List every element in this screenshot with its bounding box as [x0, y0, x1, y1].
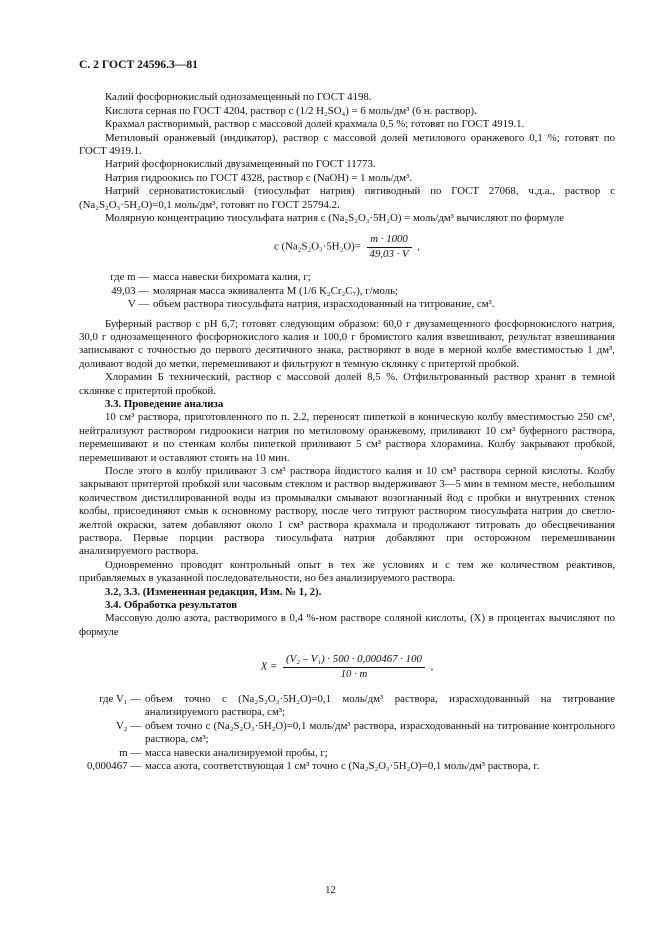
definition-symbol: 49,03 —: [111, 284, 149, 297]
chloramine-paragraph: Хлорамин Б технический, раствор с массовой долей 8,5 %. Отфильтрованный раствор хранят в темной склянке с притертой пробкой.: [79, 371, 615, 397]
amendment-note: 3.2, 3.3. (Измененная редакция, Изм. № 1, 2).: [105, 585, 322, 598]
analysis-paragraph: После этого в колбу приливают 3 см³ раствора йодистого калия и 10 см³ раствора серной кислоты. Колбу закрывают притертой пробкой или часовым стеклом и раствор выдерживают 3—5 мин в темном месте, небольшим количеством дистиллированной воды из промывалки смывают возогнанный йод с пробки и внутренних стенок колбы, присоединяют смыв к основному раствору, после чего титруют раствором тиосульфата натрия до светло-желтой окраски, затем добавляют около 1 см³ раствора крахмала и продолжают титровать до обесцвечивания раствора. Первые порции раствора тиосульфата натрия добавляют при осторожном перемешивании анализируемого раствора.: [79, 464, 615, 558]
reagent-item: Молярную концентрацию тиосульфата натрия c (Na₂S₂O₃·5H₂O) = моль/дм³ вычисляют по формуле: [105, 212, 565, 225]
results-intro: Массовую долю азота, растворимого в 0,4 %-ном растворе соляной кислоты, (X) в процентах вычисляют по формуле: [79, 612, 615, 638]
formula-thiosulfate: [79, 233, 615, 261]
reagent-item: Натрий фосфорнокислый двузамещенный по ГОСТ 11773.: [105, 158, 376, 171]
formula-tail: ,: [417, 240, 420, 253]
reagent-item: Кислота серная по ГОСТ 4204, раствор c (1/2 H₂SO₄) = 6 моль/дм³ (6 н. раствор).: [105, 104, 477, 117]
definition-text: молярная масса эквивалента M (1/6 K₂Cr₂C₇), г/моль;: [153, 284, 399, 297]
definition-symbol: V₂ —: [115, 719, 141, 732]
section-heading-3-4: 3.4. Обработка результатов: [105, 599, 238, 612]
analysis-paragraph: Одновременно проводят контрольный опыт в тех же условиях и с тем же количеством реактивов, прибавляемых в указанной последовательности, но без анализируемого раствора.: [79, 558, 615, 585]
reagent-item: Метиловый оранжевый (индикатор), раствор с массовой долей метилового оранжевого 0,1 %; готовят по ГОСТ 4919.1.: [79, 131, 615, 158]
formula-definitions: [79, 693, 615, 773]
definition-row: [79, 720, 615, 747]
definition-row: [79, 693, 615, 720]
reagent-item: Натрий серноватистокислый (тиосульфат натрия) пятиводный по ГОСТ 27068, ч.д.а., раствор c (Na₂S₂O₃·5H₂O)=0,1 моль/дм³, готовят по ГОСТ 25794.2.: [79, 185, 615, 211]
formula-tail: ,: [430, 660, 434, 673]
definition-text: масса навески анализируемой пробы, г;: [145, 746, 328, 759]
definition-text: объем точно c (Na₂S₂O₃·5H₂O)=0,1 моль/дм³ раствора, израсходованный на титрование анализируемого раствора, см³;: [145, 693, 615, 719]
formula-nitrogen: [79, 653, 615, 681]
definition-text: объем точно c (Na₂S₂O₃·5H₂O)=0,1 моль/дм³ раствора, израсходованный на титрование контрольного раствора, см³;: [145, 719, 615, 746]
definition-symbol: m —: [119, 746, 141, 759]
formula-denominator: 10 · m: [340, 667, 368, 680]
definition-symbol: где m —: [110, 271, 149, 284]
definition-text: объем раствора тиосульфата натрия, израсходованный на титрование, см³.: [153, 298, 495, 311]
section-heading-3-3: 3.3. Проведение анализа: [105, 397, 224, 410]
buffer-paragraph: Буферный раствор с pH 6,7; готовят следующим образом: 60,0 г двузамещенного фосфорнокислого натрия, 30,0 г однозамещенного фосфорнокислого калия и 100,0 г бромистого калия взвешивают, результат взвешивания записывают с точностью до первого десятичного знака, растворяют в воде в мерной колбе вместимостью 1 дм³, доливают водой до метки, перемешивают и фильтруют в темную склянку с притертой пробкой.: [79, 317, 615, 370]
definition-symbol: 0,000467 —: [87, 760, 141, 773]
definition-row: [63, 760, 615, 773]
formula-fraction: [367, 233, 412, 261]
formula-numerator: m · 1000: [367, 233, 412, 247]
definition-symbol: V —: [127, 298, 149, 311]
formula-denominator: 49,03 · V: [369, 247, 409, 260]
formula-lhs: c (Na₂S₂O₃·5H₂O)=: [274, 240, 361, 253]
reagent-item: Натрия гидроокись по ГОСТ 4328, раствор c (NaOH) = 1 моль/дм³.: [105, 171, 412, 184]
definition-row: [79, 285, 615, 298]
reagent-list: [79, 91, 615, 225]
reagent-item: Крахмал растворимый, раствор с массовой долей крахмала 0,5 %; готовят по ГОСТ 4919.1.: [105, 118, 525, 131]
page-number: 12: [325, 884, 336, 896]
formula-lhs: X =: [260, 660, 278, 673]
formula-fraction: [283, 653, 425, 681]
definition-text: масса навески бихромата калия, г;: [153, 271, 311, 284]
definition-row: [79, 747, 615, 760]
reagent-item: Калий фосфорнокислый однозамещенный по ГОСТ 4198.: [105, 91, 372, 104]
page-header: С. 2 ГОСТ 24596.3—81: [79, 58, 198, 71]
analysis-paragraph: 10 см³ раствора, приготовленного по п. 2.2, переносят пипеткой в коническую колбу вместимостью 250 см³, нейтрализуют раствором гидроокиси натрия по метиловому оранжевому, приливают 10 см³ буферного раствора, перемешивают и по стенкам колбы пипеткой приливают 5 см³ раствора хлорамина. Колбу закрывают пробкой, перемешивают и оставляют стоять на 10 мин.: [79, 411, 615, 464]
definition-row: [79, 271, 615, 284]
formula-numerator: (V₂ – V₁) · 500 · 0,000467 · 100: [283, 653, 425, 667]
definition-text: масса азота, соответствующая 1 см³ точно c (Na₂S₂O₃·5H₂O)=0,1 моль/дм³ раствора, г.: [145, 760, 540, 773]
definition-symbol: где V₁ —: [99, 693, 141, 706]
formula-definitions: [79, 271, 615, 311]
definition-row: [79, 298, 615, 311]
